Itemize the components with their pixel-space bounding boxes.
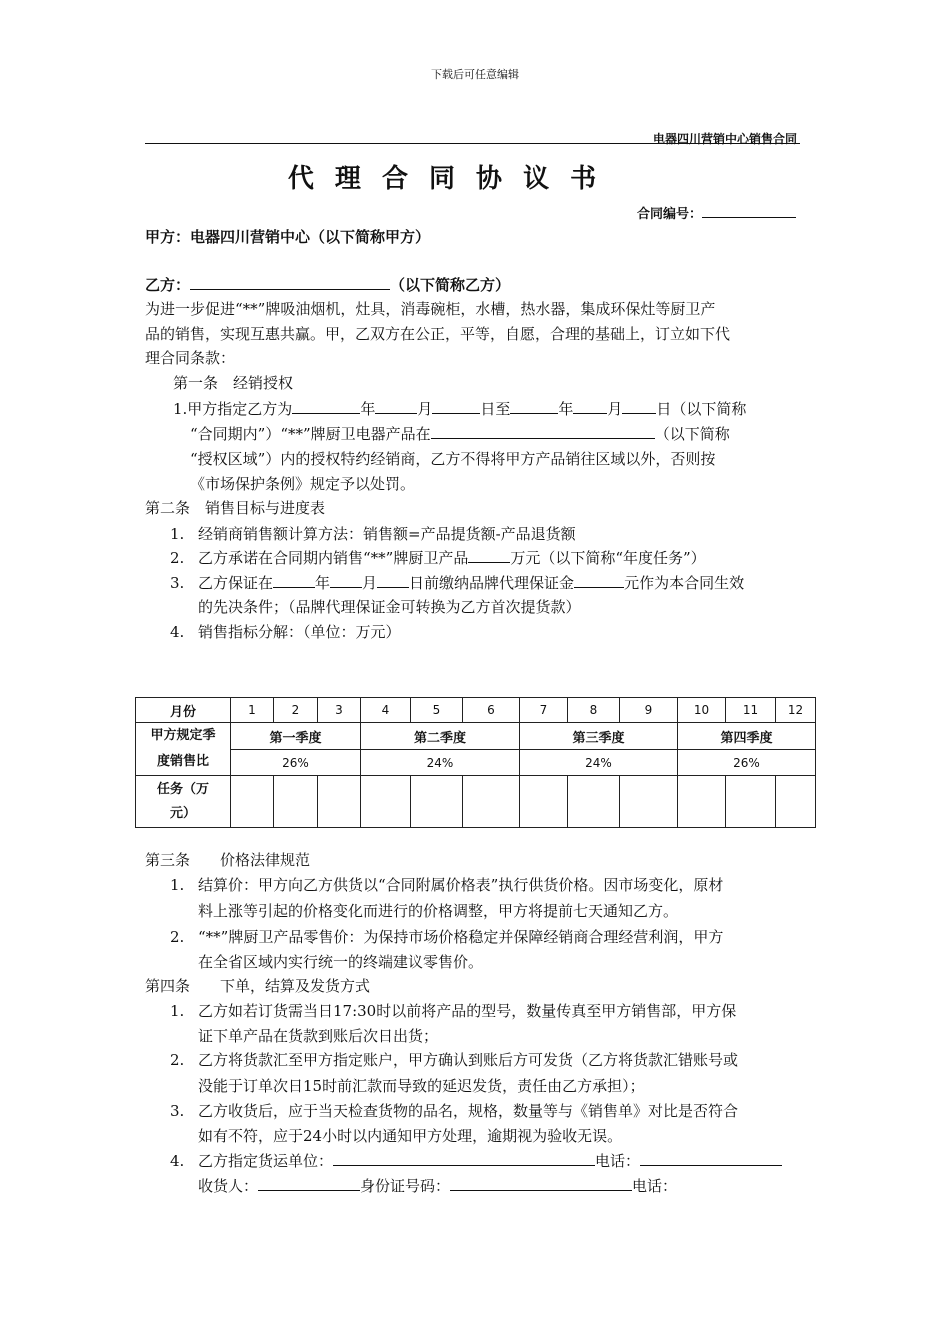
contract-no-blank[interactable] — [702, 203, 796, 218]
article-4-item: 2. 乙方将货款汇至甲方指定账户，甲方确认到账后方可发货（乙方将货款汇错账号或 — [170, 1051, 739, 1069]
party-b-label: 乙方： — [145, 276, 191, 294]
page-title: 代 理 合 同 协 议 书 — [287, 164, 603, 194]
party-b — [145, 275, 510, 295]
article-2-item: 1. 经销商销售额计算方法：销售额=产品提货额-产品退货额 — [170, 525, 576, 543]
month-row: 月份 1 2 3 4 5 6 7 8 9 10 11 12 — [136, 698, 816, 723]
party-b-suffix: （以下简称乙方） — [390, 276, 511, 294]
header-right: 电器四川营销中心销售合同 — [652, 132, 797, 146]
article-3-item: 料上涨等引起的价格变化而进行的价格调整，甲方将提前七天通知乙方。 — [198, 902, 679, 920]
ratio-label: 甲方规定季 度销售比 — [136, 723, 231, 776]
ratio-row: 26% 24% 24% 26% — [136, 750, 816, 776]
article-1-line: 《市场保护条例》规定予以处罚。 — [190, 475, 416, 493]
contract-no-label: 合同编号： — [637, 207, 703, 222]
contract-no — [637, 203, 796, 222]
article-4-title: 第四条 下单，结算及发货方式 — [145, 977, 371, 995]
article-4-item: 4. 乙方指定货运单位： 电话： — [170, 1151, 782, 1171]
article-1-title: 第一条 经销授权 — [173, 374, 294, 392]
article-2-item: 的先决条件；（品牌代理保证金可转换为乙方首次提货款） — [198, 598, 581, 616]
party-a: 甲方：电器四川营销中心（以下简称甲方） — [145, 228, 431, 246]
article-4-item: 1. 乙方如若订货需当日17:30时以前将产品的型号，数量传真至甲方销售部，甲方保 — [170, 1002, 737, 1020]
article-3-title: 第三条 价格法律规范 — [145, 851, 311, 869]
article-3-item: 2. “**”牌厨卫产品零售价：为保持市场价格稳定并保障经销商合理经营利润，甲方 — [170, 928, 724, 946]
intro-line: 为进一步促进“**”牌吸油烟机，灶具，消毒碗柜，水槽，热水器，集成环保灶等厨卫产 — [145, 300, 716, 318]
article-1-line: “授权区域”）内的授权特约经销商，乙方不得将甲方产品销往区域以外，否则按 — [190, 450, 716, 468]
article-4-item: 3. 乙方收货后，应于当天检查货物的品名，规格，数量等与《销售单》对比是否符合 — [170, 1102, 739, 1120]
article-4-item: 证下单产品在货款到账后次日出货； — [198, 1027, 439, 1045]
watermark-text: 下载后可任意编辑 — [431, 68, 519, 81]
article-1-line: 1.甲方指定乙方为 年 月 日至 年 月 日（以下简称 — [173, 400, 747, 418]
article-3-item: 1. 结算价：甲方向乙方供货以“合同附属价格表”执行供货价格。因市场变化，原材 — [170, 876, 724, 894]
intro-line: 品的销售，实现互惠共赢。甲，乙双方在公正，平等，自愿，合理的基础上，订立如下代 — [145, 325, 731, 343]
article-4-item: 收货人： 身份证号码： 电话： — [198, 1177, 678, 1195]
article-4-item: 如有不符，应于24小时以内通知甲方处理，逾期视为验收无误。 — [198, 1127, 623, 1145]
task-label: 任务（万 元） — [136, 776, 231, 828]
article-2-title: 第二条 销售目标与进度表 — [145, 499, 326, 517]
header-rule — [145, 143, 800, 144]
article-2-item: 2. 乙方承诺在合同期内销售“**”牌厨卫产品 万元（以下简称“年度任务”） — [170, 549, 706, 567]
article-2-item: 4. 销售指标分解：（单位：万元） — [170, 623, 401, 641]
task-row — [136, 776, 816, 828]
article-3-item: 在全省区域内实行统一的终端建议零售价。 — [198, 953, 484, 971]
party-b-blank[interactable] — [190, 275, 390, 290]
article-2-item: 3. 乙方保证在 年 月 日前缴纳品牌代理保证金 元作为本合同生效 — [170, 574, 745, 592]
intro-line: 理合同条款： — [145, 349, 236, 367]
article-1-line: “合同期内”）“**”牌厨卫电器产品在 （以下简称 — [190, 425, 730, 443]
sales-target-table — [135, 697, 816, 828]
quarter-row: 甲方规定季 度销售比 第一季度 第二季度 第三季度 第四季度 — [136, 723, 816, 750]
article-4-item: 没能于订单次日15时前汇款而导致的延迟发货，责任由乙方承担）； — [198, 1077, 645, 1095]
